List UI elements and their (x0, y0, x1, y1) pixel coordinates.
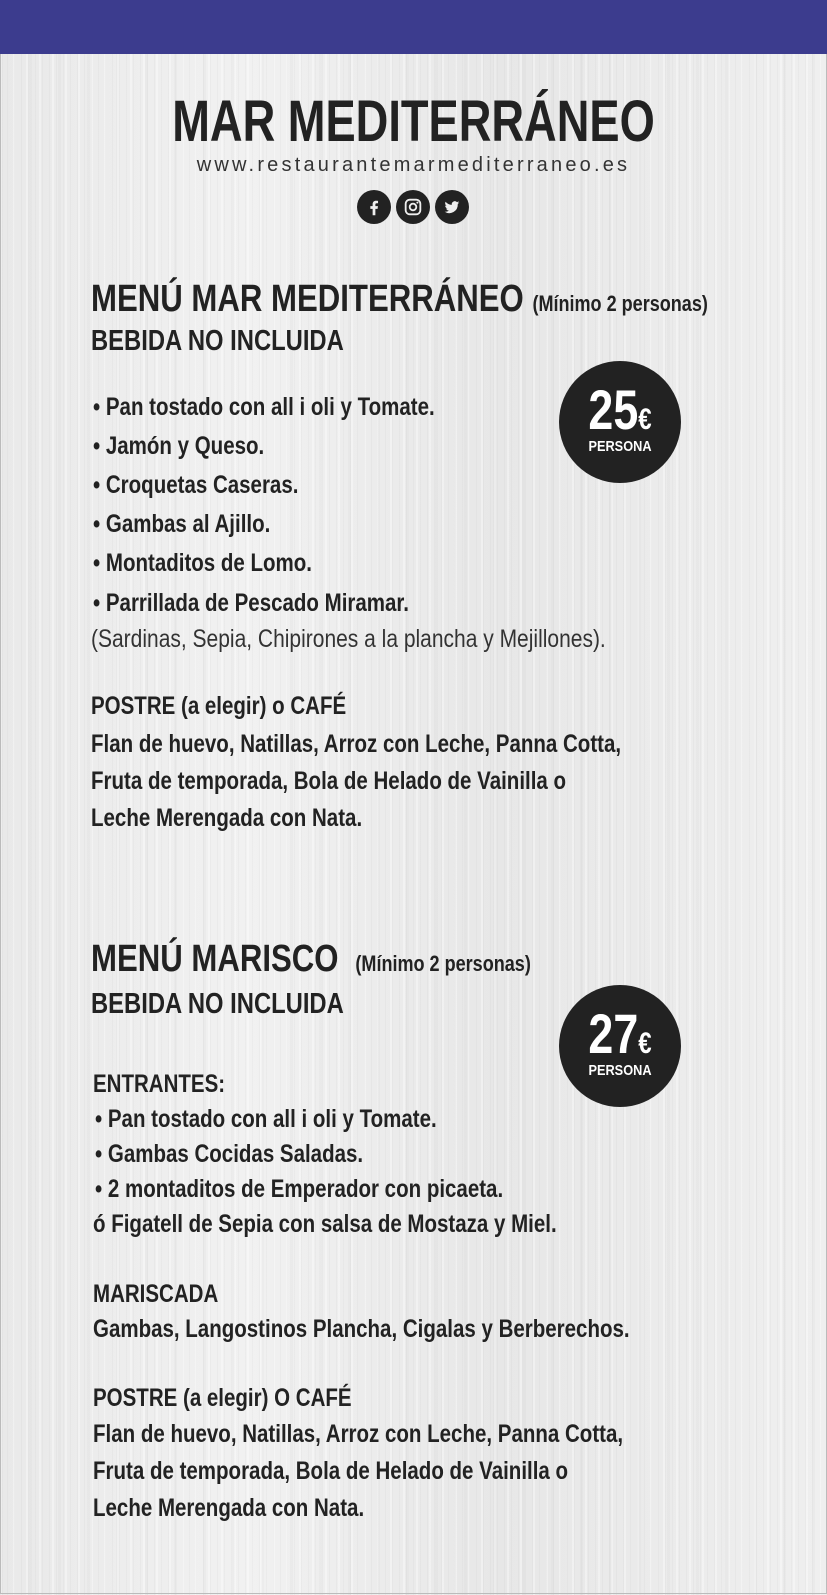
menu1-heading (91, 278, 708, 321)
menu1-item: • Croquetas Caseras. (93, 471, 299, 499)
restaurant-title: MAR MEDITERRÁNEO (172, 89, 655, 154)
menu2-starter: • Gambas Cocidas Saladas. (95, 1140, 364, 1168)
menu1-item: • Montaditos de Lomo. (93, 549, 313, 577)
menu1-item: • Parrillada de Pescado Miramar. (93, 589, 409, 617)
menu1-drink-note: BEBIDA NO INCLUIDA (91, 325, 344, 357)
menu1-dessert-line: Flan de huevo, Natillas, Arroz con Leche, Panna Cotta, (91, 730, 622, 758)
menu1-note: (Mínimo 2 personas) (532, 291, 708, 316)
menu2-starter: • 2 montaditos de Emperador con picaeta. (95, 1175, 504, 1203)
menu2-dessert-line: Flan de huevo, Natillas, Arroz con Leche, Panna Cotta, (93, 1420, 624, 1448)
menu2-starter: • Pan tostado con all i oli y Tomate. (95, 1105, 437, 1133)
menu2-dessert-line: Fruta de temporada, Bola de Helado de Vainilla o (93, 1457, 569, 1485)
menu2-drink-note: BEBIDA NO INCLUIDA (91, 988, 344, 1020)
menu1-dessert-line: Leche Merengada con Nata. (91, 804, 363, 832)
menu2-dessert-title: POSTRE (a elegir) O CAFÉ (93, 1384, 352, 1412)
menu2-starter: ó Figatell de Sepia con salsa de Mostaza y Miel. (93, 1210, 557, 1238)
instagram-icon[interactable] (396, 190, 430, 224)
menu2-price: 27€ (588, 1002, 652, 1065)
menu2-price-badge (559, 985, 681, 1107)
menu1-item: • Pan tostado con all i oli y Tomate. (93, 393, 435, 421)
website-link[interactable]: www.restaurantemarmediterraneo.es (196, 154, 631, 176)
menu2-seafood: Gambas, Langostinos Plancha, Cigalas y Berberechos. (93, 1315, 630, 1343)
menu1-item: • Gambas al Ajillo. (93, 510, 271, 538)
menu2-title: MENÚ MARISCO (91, 938, 339, 980)
facebook-icon[interactable] (357, 190, 391, 224)
menu1-dessert-line: Fruta de temporada, Bola de Helado de Vainilla o (91, 767, 567, 795)
top-bar (0, 0, 827, 54)
menu1-item: • Jamón y Queso. (93, 432, 265, 460)
menu1-title: MENÚ MAR MEDITERRÁNEO (91, 278, 524, 320)
menu1-dessert-title: POSTRE (a elegir) o CAFÉ (91, 692, 347, 720)
twitter-icon[interactable] (435, 190, 469, 224)
menu2-dessert-line: Leche Merengada con Nata. (93, 1494, 365, 1522)
social-links (357, 190, 469, 224)
menu1-price-badge (559, 361, 681, 483)
menu1-price: 25€ (588, 378, 652, 441)
menu2-starters-title: ENTRANTES: (93, 1070, 226, 1098)
menu2-seafood-title: MARISCADA (93, 1280, 219, 1308)
menu2-heading (91, 938, 531, 981)
menu1-price-unit: PERSONA (588, 438, 652, 455)
menu2-price-unit: PERSONA (588, 1062, 652, 1079)
menu1-items-note: (Sardinas, Sepia, Chipirones a la plancha y Mejillones). (91, 625, 606, 653)
menu2-note: (Mínimo 2 personas) (355, 951, 531, 976)
